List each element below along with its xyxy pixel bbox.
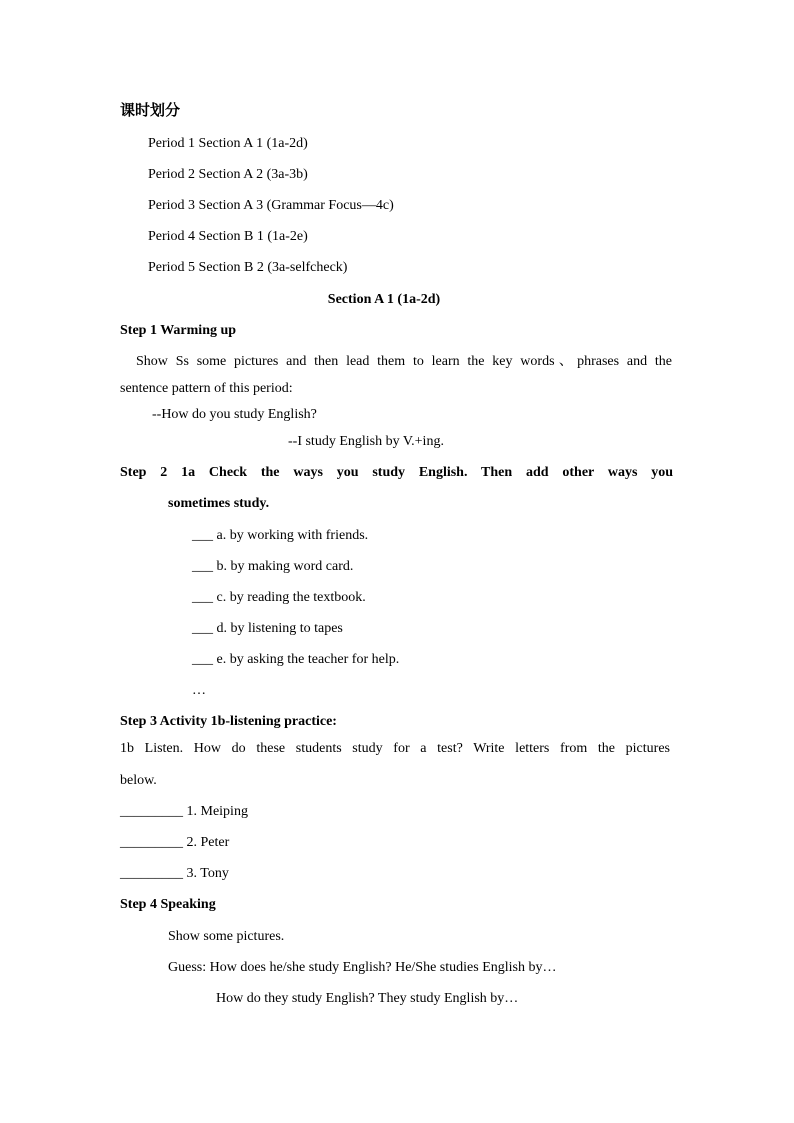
step2-item: ___ a. by working with friends.	[192, 528, 369, 543]
step1-paragraph-line2: sentence pattern of this period:	[120, 381, 293, 396]
step2-title-line1: Step 2 1a Check the ways you study English. Then add other ways you	[120, 465, 673, 480]
period-item: Period 3 Section A 3 (Grammar Focus—4c)	[148, 198, 394, 213]
periods-heading: 课时划分	[120, 101, 181, 119]
step1-paragraph-line1: Show Ss some pictures and then lead them to learn the key words、phrases and the	[136, 354, 672, 369]
period-item: Period 1 Section A 1 (1a-2d)	[148, 136, 308, 151]
period-item: Period 2 Section A 2 (3a-3b)	[148, 167, 308, 182]
step2-item: ___ c. by reading the textbook.	[192, 590, 366, 605]
step2-ellipsis: …	[192, 683, 206, 698]
step1-answer: --I study English by V.+ing.	[288, 434, 444, 449]
step3-blank-item: _________ 3. Tony	[120, 866, 229, 881]
section-title: Section A 1 (1a-2d)	[327, 292, 441, 307]
step2-item: ___ e. by asking the teacher for help.	[192, 652, 400, 667]
step2-title-line2: sometimes study.	[168, 496, 270, 511]
period-item: Period 4 Section B 1 (1a-2e)	[148, 229, 308, 244]
step2-item: ___ d. by listening to tapes	[192, 621, 343, 636]
step1-title: Step 1 Warming up	[120, 323, 237, 338]
step4-title: Step 4 Speaking	[120, 897, 216, 912]
period-item: Period 5 Section B 2 (3a-selfcheck)	[148, 260, 348, 275]
step3-instruction-line1: 1b Listen. How do these students study for a test? Write letters from the pictures	[120, 741, 670, 756]
step3-blank-item: _________ 2. Peter	[120, 835, 230, 850]
step4-line1: Show some pictures.	[168, 929, 285, 944]
step3-title: Step 3 Activity 1b-listening practice:	[120, 714, 337, 729]
step1-question: --How do you study English?	[152, 407, 317, 422]
step4-line2: Guess: How does he/she study English? He/She studies English by…	[168, 960, 557, 975]
step3-blank-item: _________ 1. Meiping	[120, 804, 248, 819]
step2-item: ___ b. by making word card.	[192, 559, 354, 574]
step3-instruction-line2: below.	[120, 773, 157, 788]
step4-line3: How do they study English? They study English by…	[216, 991, 519, 1006]
